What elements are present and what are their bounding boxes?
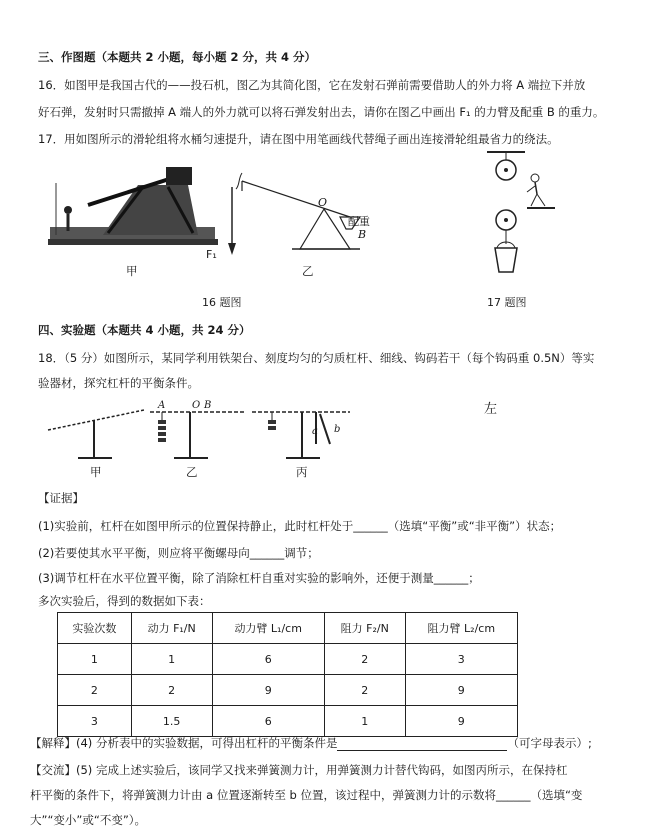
margin-mark: 左 bbox=[484, 402, 498, 417]
table-cell: 3 bbox=[58, 706, 132, 737]
question-18-2: (2)若要使其水平平衡，则应将平衡螺母向______调节； bbox=[38, 546, 319, 560]
table-header-cell: 动力 F₁/N bbox=[131, 613, 212, 644]
trebuchet-illustration bbox=[48, 165, 218, 250]
table-cell: 6 bbox=[212, 706, 324, 737]
question-18-4 bbox=[30, 735, 592, 751]
exchange-text: (5) 完成上述实验后，该同学又找来弹簧测力计，用弹簧测力计替代钩码，如图丙所示，在保持杠 bbox=[76, 763, 568, 777]
table-header-row bbox=[58, 613, 518, 644]
table-cell: 3 bbox=[405, 644, 517, 675]
label-a-18: A bbox=[158, 400, 166, 411]
table-cell: 1 bbox=[131, 644, 212, 675]
label-f1: F₁ bbox=[206, 248, 217, 261]
table-cell: 2 bbox=[324, 675, 405, 706]
figure-16-caption: 16 题图 bbox=[202, 296, 242, 309]
table-cell: 2 bbox=[324, 644, 405, 675]
figure-16-label-jia: 甲 bbox=[126, 264, 138, 278]
label-o-16: O bbox=[318, 196, 328, 209]
label-peizhong: 配重 bbox=[348, 215, 370, 228]
table-cell: 6 bbox=[212, 644, 324, 675]
figure-18-label-jia: 甲 bbox=[90, 465, 102, 479]
table-cell: 2 bbox=[131, 675, 212, 706]
table-cell: 9 bbox=[212, 675, 324, 706]
table-cell: 1 bbox=[324, 706, 405, 737]
question-16-line-2: 好石弹，发射时只需撤掉 A 端人的外力就可以将石弹发射出去，请你在图乙中画出 F₁ 的力臂及配重 B 的重力。 bbox=[38, 105, 605, 119]
table-header-cell: 实验次数 bbox=[58, 613, 132, 644]
label-b-18: B bbox=[204, 400, 212, 411]
explain-label: 【解释】 bbox=[30, 736, 76, 750]
question-18-line-1: 18．（5 分）如图所示，某同学利用铁架台、刻度均匀的匀质杠杆、细线、钩码若干（每个钩码重 0.5N）等实 bbox=[38, 351, 595, 365]
figure-17-caption: 17 题图 bbox=[487, 296, 527, 309]
explain-tail: （可字母表示）; bbox=[507, 736, 592, 750]
label-b-16: B bbox=[358, 228, 367, 241]
figure-18-label-yi: 乙 bbox=[186, 465, 198, 479]
table-header-cell: 阻力 F₂/N bbox=[324, 613, 405, 644]
section-3-title: 三、作图题（本题共 2 小题，每小题 2 分，共 4 分） bbox=[38, 50, 317, 64]
answer-blank[interactable] bbox=[337, 750, 507, 751]
table-row bbox=[58, 706, 518, 737]
table-cell: 2 bbox=[58, 675, 132, 706]
question-18-line-2: 验器材，探究杠杆的平衡条件。 bbox=[38, 376, 199, 390]
table-intro: 多次实验后，得到的数据如下表： bbox=[38, 594, 211, 608]
table-header-cell: 阻力臂 L₂/cm bbox=[405, 613, 517, 644]
table-cell: 9 bbox=[405, 706, 517, 737]
question-18-5-line-3: 大”“变小”或“不变”）。 bbox=[30, 813, 147, 827]
table-cell: 1 bbox=[58, 644, 132, 675]
exchange-label: 【交流】 bbox=[30, 763, 76, 777]
label-o-18: O bbox=[192, 400, 201, 411]
question-18-5-line-2: 杆平衡的条件下，将弹簧测力计由 a 位置逐渐转至 b 位置，该过程中，弹簧测力计的示数将______（选填“变 bbox=[30, 788, 583, 802]
data-table bbox=[57, 612, 518, 737]
table-row bbox=[58, 644, 518, 675]
table-row bbox=[58, 675, 518, 706]
label-b-lower: b bbox=[334, 424, 341, 435]
table-cell: 9 bbox=[405, 675, 517, 706]
table-cell: 1.5 bbox=[131, 706, 212, 737]
question-18-1: (1)实验前，杠杆在如图甲所示的位置保持静止，此时杠杆处于______（选填“平衡”或“非平衡”）状态； bbox=[38, 519, 562, 533]
label-a-lower: a bbox=[312, 426, 318, 437]
question-18-3: (3)调节杠杆在水平位置平衡，除了消除杠杆自重对实验的影响外，还便于测量______； bbox=[38, 571, 480, 585]
section-4-title: 四、实验题（本题共 4 小题，共 24 分） bbox=[38, 323, 251, 337]
pulley-system-diagram bbox=[475, 148, 585, 288]
question-16-line-1: 16．如图甲是我国古代的——投石机，图乙为其简化图，它在发射石弹前需要借助人的外力将 A 端拉下并放 bbox=[38, 78, 586, 92]
table-header-cell: 动力臂 L₁/cm bbox=[212, 613, 324, 644]
evidence-header: 【证据】 bbox=[38, 491, 84, 505]
question-17: 17．用如图所示的滑轮组将水桶匀速提升，请在图中用笔画线代替绳子画出连接滑轮组最省力的绕法。 bbox=[38, 132, 559, 146]
figure-18-label-bing: 丙 bbox=[296, 465, 308, 479]
figure-16-label-yi: 乙 bbox=[302, 264, 314, 278]
question-18-5-line-1 bbox=[30, 762, 567, 778]
explain-text: (4) 分析表中的实验数据，可得出杠杆的平衡条件是 bbox=[76, 736, 338, 750]
